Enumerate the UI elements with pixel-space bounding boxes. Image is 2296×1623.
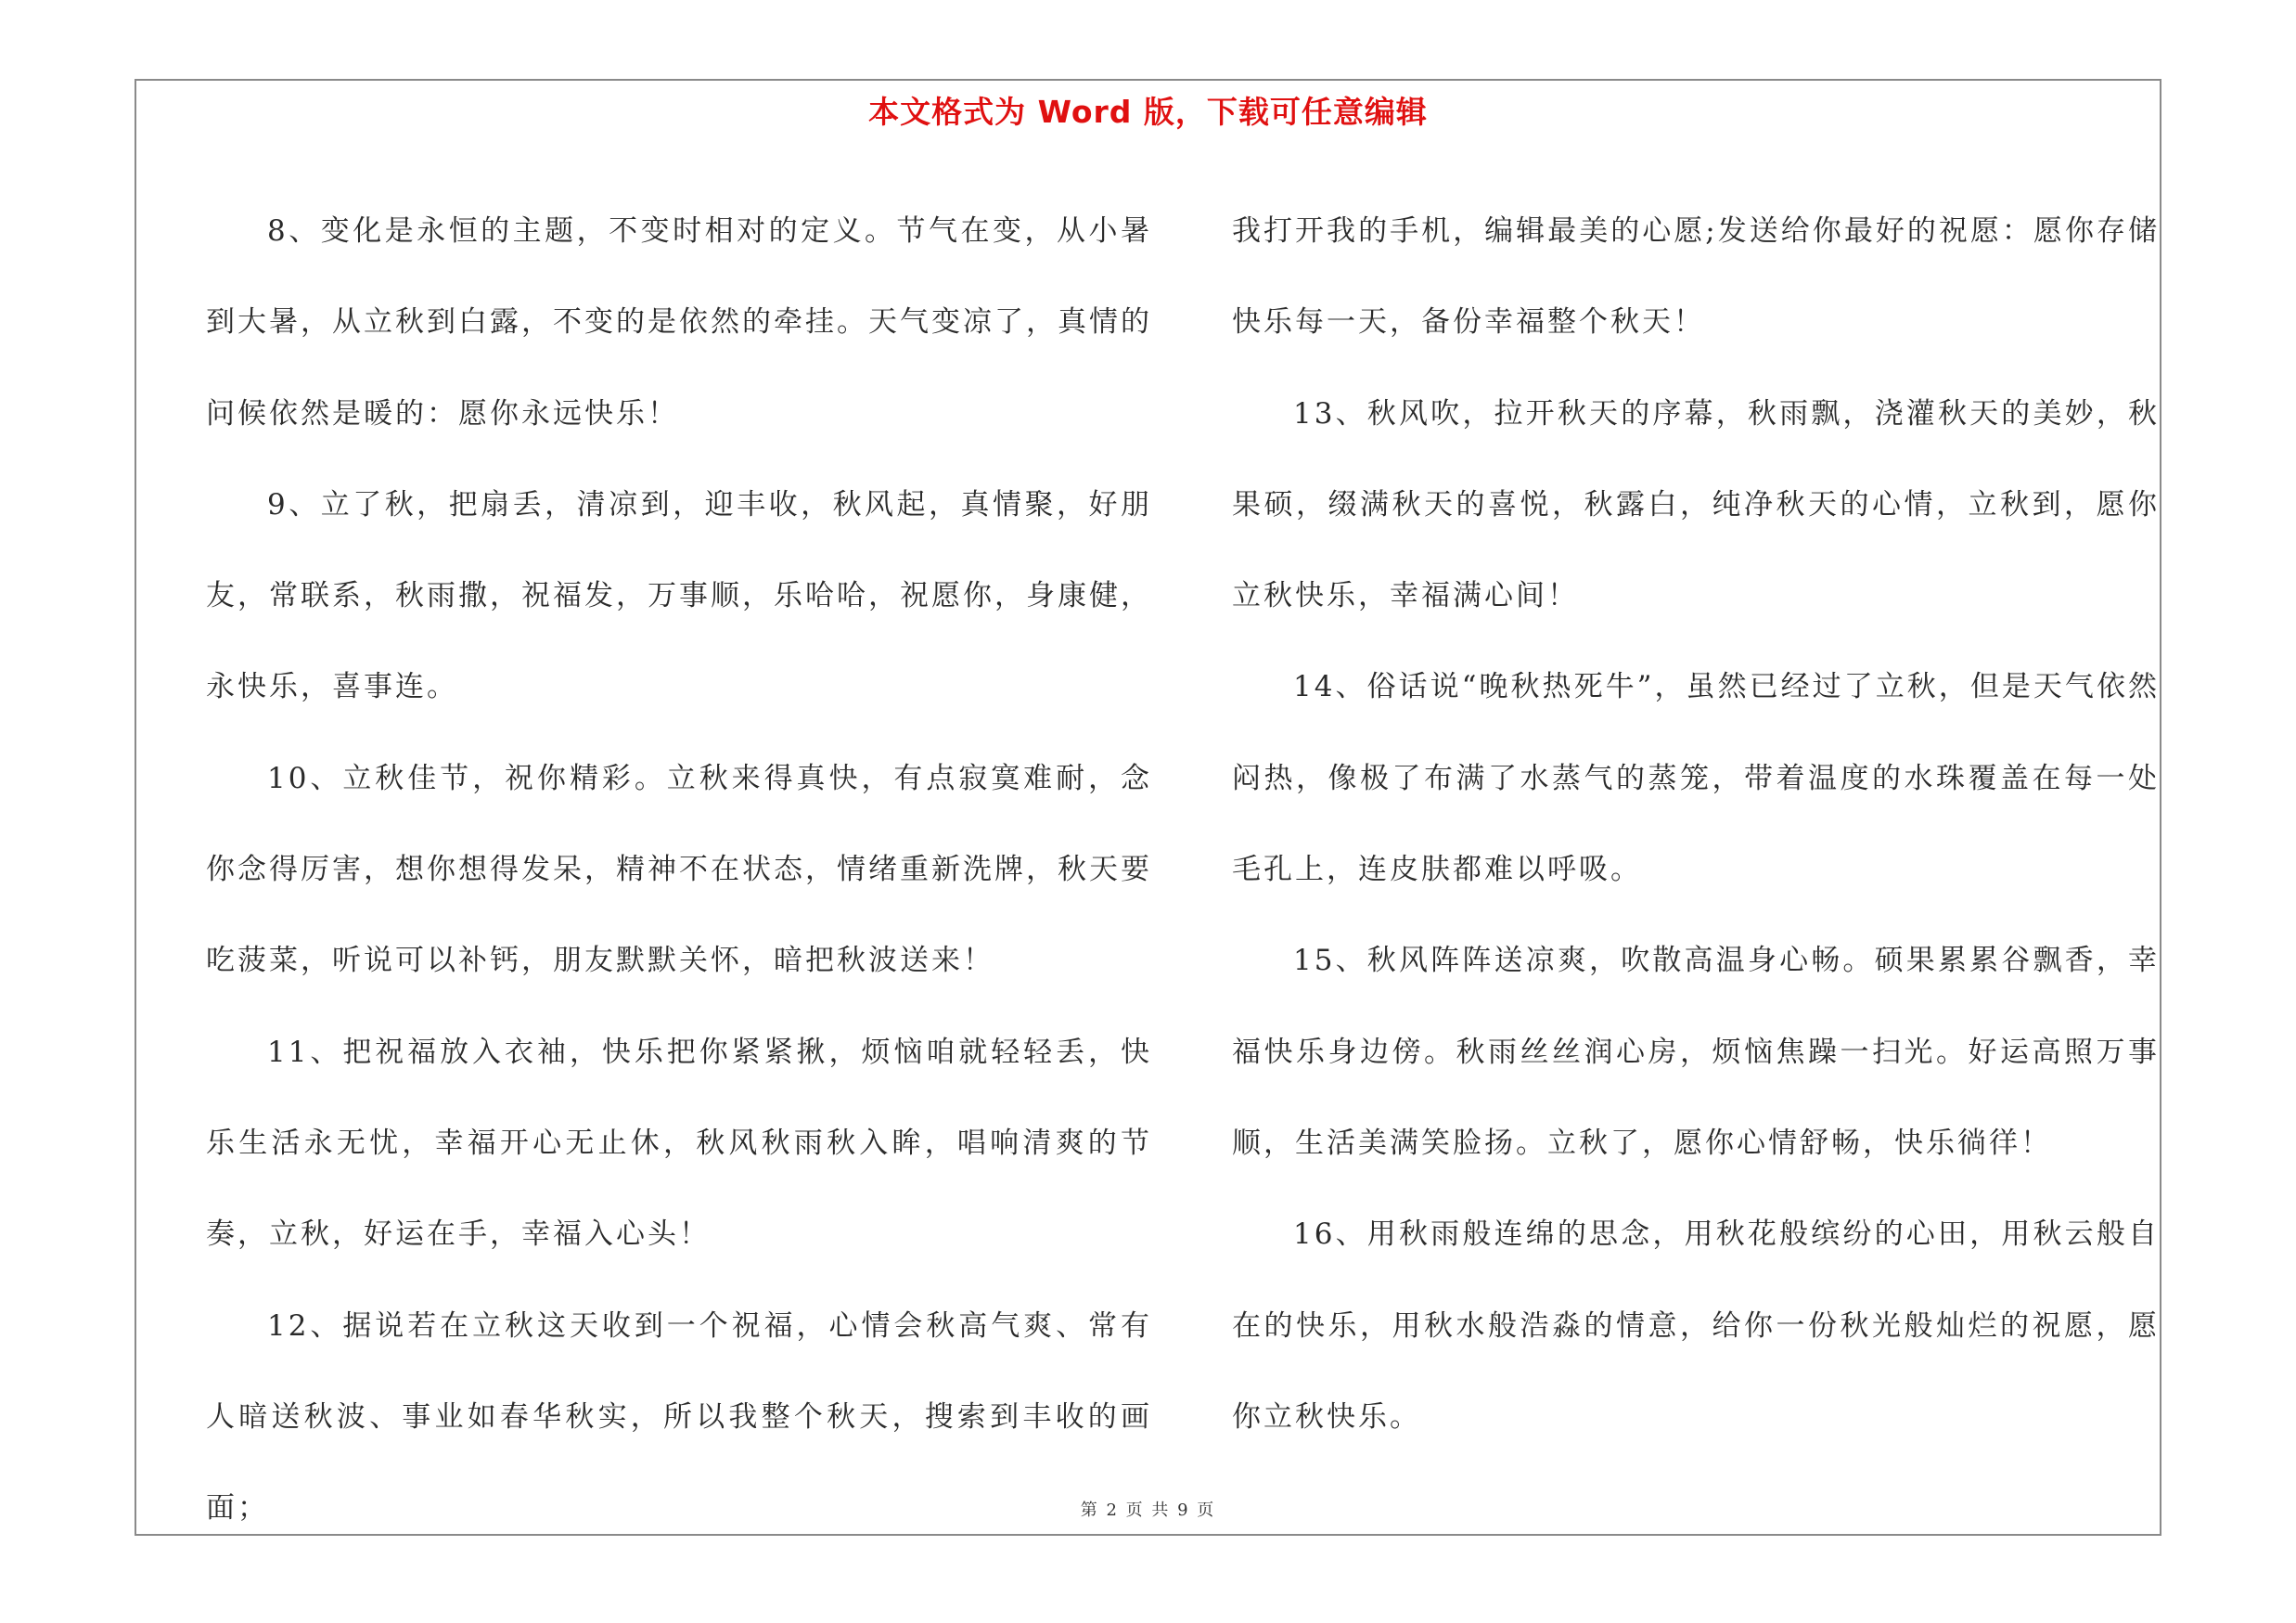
paragraph-8: 8、变化是永恒的主题，不变时相对的定义。节气在变，从小暑到大暑，从立秋到白露，不变的是依然的牵挂。天气变凉了，真情的问候依然是暖的：愿你永远快乐！ — [206, 214, 1152, 431]
paragraph-13: 13、秋风吹，拉开秋天的序幕，秋雨飘，浇灌秋天的美妙，秋果硕，缀满秋天的喜悦，秋露白，纯净秋天的心情，立秋到，愿你立秋快乐，幸福满心间！ — [1232, 396, 2160, 613]
paragraph-12: 12、据说若在立秋这天收到一个祝福，心情会秋高气爽、常有人暗送秋波、事业如春华秋实，所以我整个秋天，搜索到丰收的画面； — [206, 1308, 1152, 1526]
paragraph-11: 11、把祝福放入衣袖，快乐把你紧紧揪，烦恼咱就轻轻丢，快乐生活永无忧，幸福开心无止休，秋风秋雨秋入眸，唱响清爽的节奏，立秋，好运在手，幸福入心头！ — [206, 1035, 1152, 1252]
word-format-banner: 本文格式为 Word 版，下载可任意编辑 — [868, 94, 1428, 130]
right-column — [1232, 186, 2160, 1462]
paragraph-15: 15、秋风阵阵送凉爽，吹散高温身心畅。硕果累累谷飘香，幸福快乐身边傍。秋雨丝丝润心房，烦恼焦躁一扫光。好运高照万事顺，生活美满笑脸扬。立秋了，愿你心情舒畅，快乐徜徉！ — [1232, 944, 2160, 1160]
page-number-footer: 第 2 页 共 9 页 — [1080, 1501, 1216, 1520]
paragraph-12-continuation: 我打开我的手机，编辑最美的心愿;发送给你最好的祝愿：愿你存储快乐每一天，备份幸福整个秋天！ — [1232, 214, 2160, 340]
paragraph-9: 9、立了秋，把扇丢，清凉到，迎丰收，秋风起，真情聚，好朋友，常联系，秋雨撒，祝福发，万事顺，乐哈哈，祝愿你，身康健，永快乐，喜事连。 — [206, 487, 1152, 704]
left-column — [206, 186, 1152, 1553]
paragraph-14: 14、俗话说“晚秋热死牛”，虽然已经过了立秋，但是天气依然闷热，像极了布满了水蒸气的蒸笼，带着温度的水珠覆盖在每一处毛孔上，连皮肤都难以呼吸。 — [1232, 670, 2160, 887]
paragraph-10: 10、立秋佳节，祝你精彩。立秋来得真快，有点寂寞难耐，念你念得厉害，想你想得发呆，精神不在状态，情绪重新洗牌，秋天要吃菠菜，听说可以补钙，朋友默默关怀，暗把秋波送来！ — [206, 761, 1152, 978]
paragraph-16: 16、用秋雨般连绵的思念，用秋花般缤纷的心田，用秋云般自在的快乐，用秋水般浩淼的情意，给你一份秋光般灿烂的祝愿，愿你立秋快乐。 — [1232, 1217, 2160, 1434]
